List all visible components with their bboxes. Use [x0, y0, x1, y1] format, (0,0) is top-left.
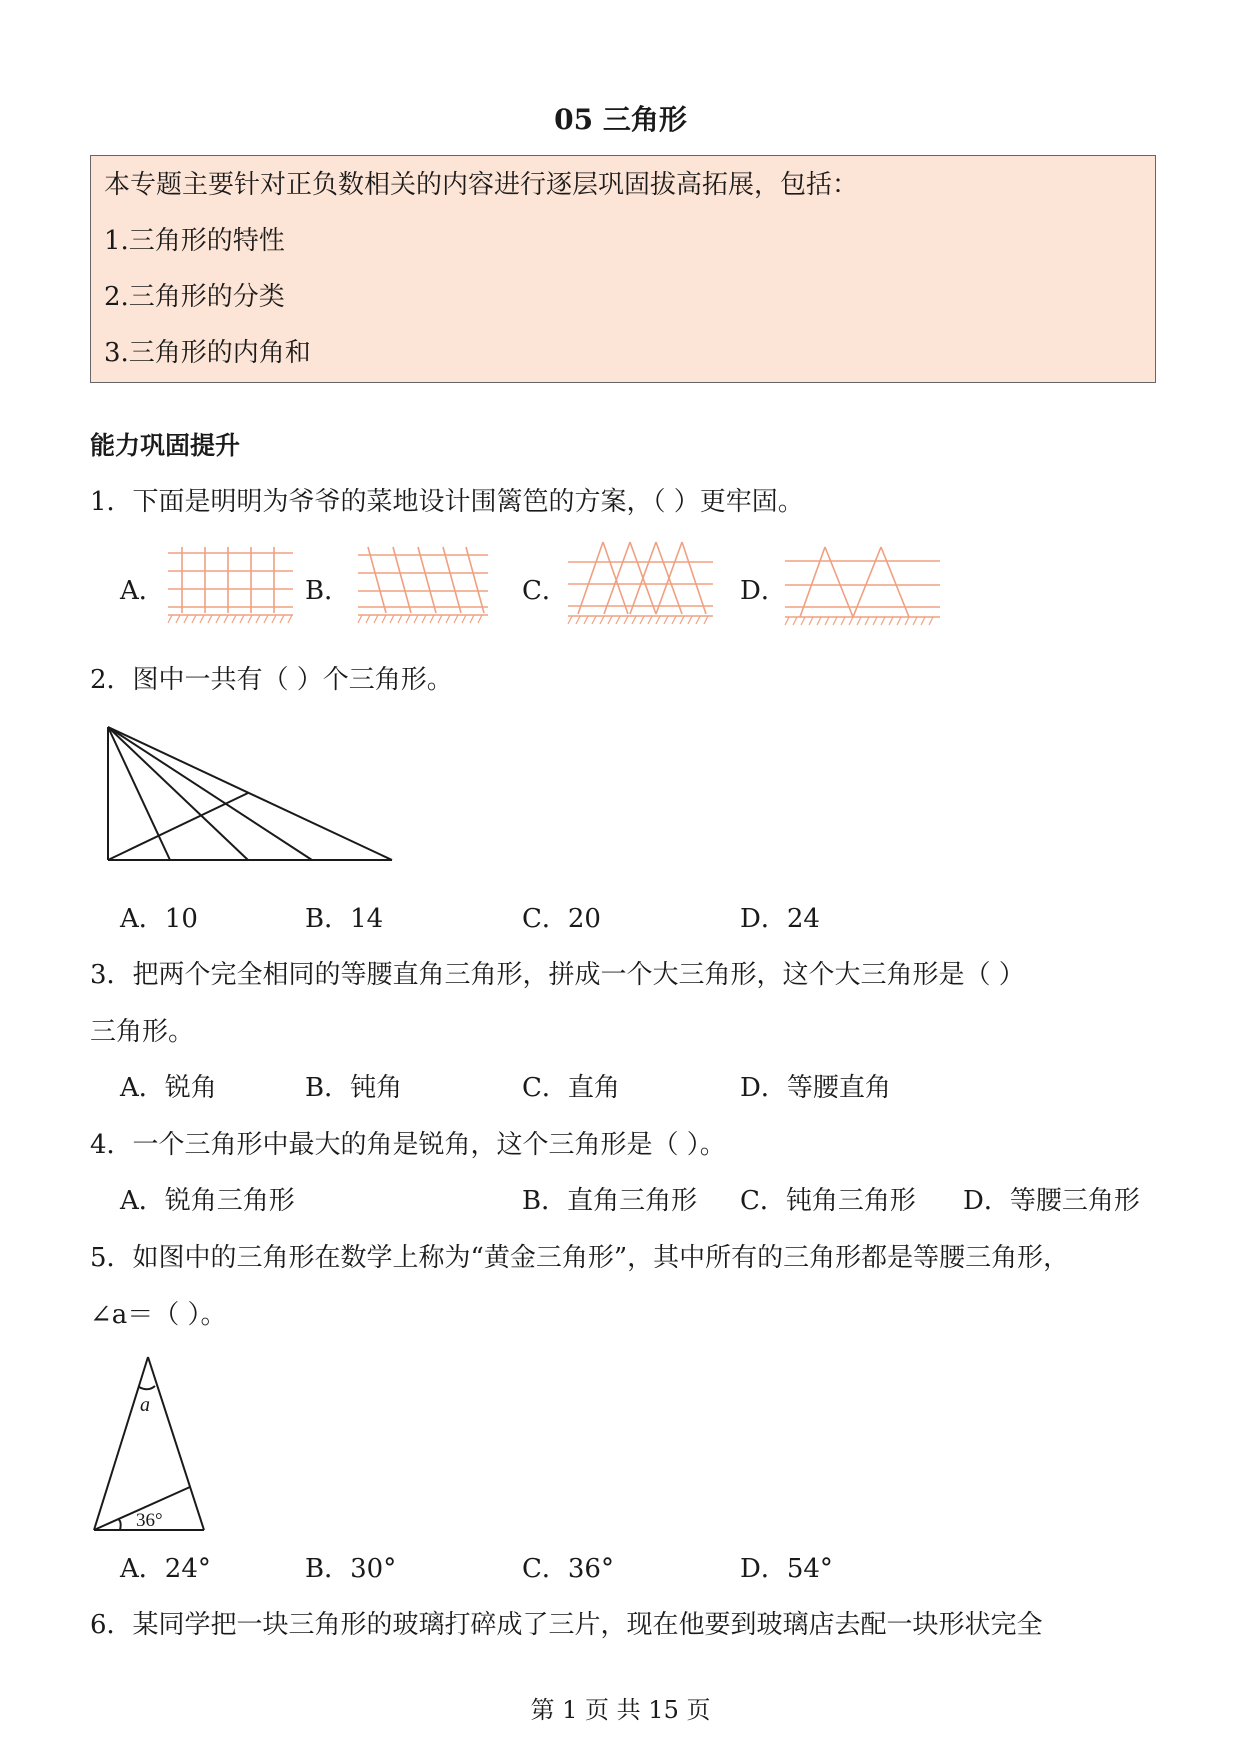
q2-option-a: A．10 [120, 904, 198, 934]
q2-option-d: D．24 [740, 904, 820, 934]
intro-box [90, 155, 1156, 383]
q3-option-b: B．钝角 [305, 1073, 403, 1103]
q5-option-a: A．24° [120, 1554, 211, 1584]
fence-b-figure [358, 545, 488, 627]
q3-option-c: C．直角 [522, 1073, 620, 1103]
q4-option-b: B．直角三角形 [522, 1186, 698, 1216]
q2-option-c: C．20 [522, 904, 601, 934]
page-footer: 第 1 页 共 15 页 [530, 1696, 711, 1724]
question-2-text: 2．图中一共有（ ）个三角形。 [90, 665, 453, 695]
q3-option-a: A．锐角 [120, 1073, 217, 1103]
q1-option-d-label: D． [740, 576, 787, 606]
intro-line-2: 1.三角形的特性 [104, 226, 285, 256]
q4-option-a: A．锐角三角形 [120, 1186, 295, 1216]
angle-36-label: 36° [136, 1510, 163, 1531]
question-4-text: 4．一个三角形中最大的角是锐角，这个三角形是（ ）。 [90, 1130, 726, 1160]
q1-option-c-label: C． [522, 576, 568, 606]
fence-d-figure [785, 545, 940, 630]
section-title: 能力巩固提升 [90, 431, 241, 460]
intro-line-4: 3.三角形的内角和 [104, 338, 311, 368]
fence-c-figure [568, 540, 713, 628]
intro-line-3: 2.三角形的分类 [104, 282, 285, 312]
q2-triangle-figure [106, 725, 396, 865]
q1-option-a-label: A． [120, 576, 165, 606]
intro-line-1: 本专题主要针对正负数相关的内容进行逐层巩固拔高拓展，包括： [104, 170, 859, 200]
golden-triangle-figure [92, 1355, 212, 1535]
question-6-text: 6．某同学把一块三角形的玻璃打碎成了三片，现在他要到玻璃店去配一块形状完全 [90, 1610, 1043, 1640]
q2-option-b: B．14 [305, 904, 384, 934]
q4-option-d: D．等腰三角形 [963, 1186, 1140, 1216]
fence-a-figure [168, 545, 293, 627]
q5-option-d: D．54° [740, 1554, 833, 1584]
question-5-text-line1: 5．如图中的三角形在数学上称为“黄金三角形”，其中所有的三角形都是等腰三角形， [90, 1243, 1070, 1273]
q3-option-d: D．等腰直角 [740, 1073, 891, 1103]
q5-option-c: C．36° [522, 1554, 614, 1584]
question-3-text-line2: 三角形。 [90, 1017, 195, 1047]
question-3-text-line1: 3．把两个完全相同的等腰直角三角形，拼成一个大三角形，这个大三角形是（ ） [90, 960, 1025, 990]
question-5-text-line2: ∠a＝（ ）。 [90, 1300, 227, 1330]
question-1-text: 1．下面是明明为爷爷的菜地设计围篱笆的方案，（ ）更牢固。 [90, 487, 804, 517]
angle-a-label: a [140, 1394, 150, 1416]
q5-option-b: B．30° [305, 1554, 397, 1584]
page-title: 05 三角形 [554, 103, 687, 136]
q4-option-c: C．钝角三角形 [740, 1186, 916, 1216]
q1-option-b-label: B． [305, 576, 351, 606]
